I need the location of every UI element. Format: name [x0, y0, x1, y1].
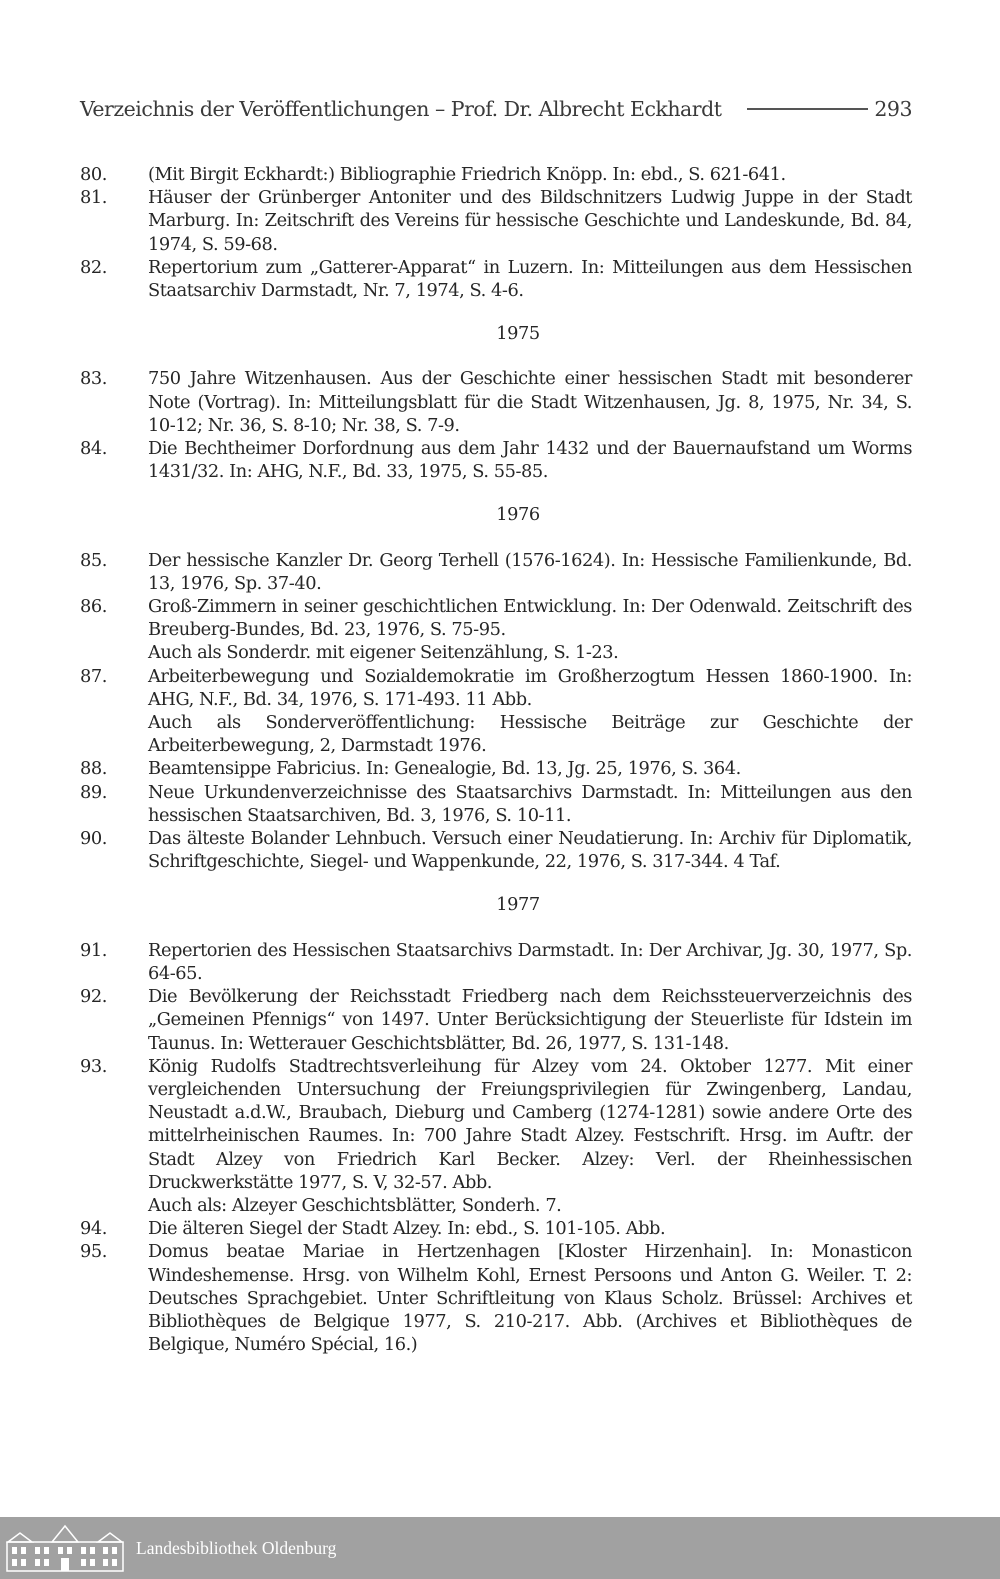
entry-number: 81. [80, 187, 107, 209]
entry-number: 85. [80, 549, 107, 571]
library-name: Landesbibliothek Oldenburg [136, 1537, 337, 1558]
entry-note: Auch als Sonderveröffentlichung: Hessische Beiträge zur Geschichte der Arbeiterbewegung, 2, Darmstadt 1976. [148, 712, 912, 757]
entry-text: Häuser der Grünberger Antoniter und des Bildschnitzers Ludwig Juppe in der Stadt Marburg. In: Zeitschrift des Vereins für hessische Geschichte und Landeskunde, Bd. 84, 1974, S. 59-68. [148, 187, 912, 255]
entry-number: 88. [80, 758, 107, 780]
year-heading: 1975 [496, 323, 540, 345]
entry-text: Repertorium zum „Gatterer-Apparat“ in Luzern. In: Mitteilungen aus dem Hessischen Staatsarchiv Darmstadt, Nr. 7, 1974, S. 4-6. [148, 256, 912, 302]
header-rule [747, 108, 868, 109]
entry-text: 750 Jahre Witzenhausen. Aus der Geschichte einer hessischen Stadt mit besonderer Note (Vortrag). In: Mitteilungsblatt für die Stadt Witzenhausen, Jg. 8, 1975, Nr. 34, S. 10-12; Nr. 36, S. 8-10; Nr. 38, S. 7-9. [148, 368, 912, 436]
bibliography-entry [80, 437, 912, 483]
page-number: 293 [874, 97, 912, 121]
bibliography-entry [80, 595, 912, 665]
entry-number: 90. [80, 828, 107, 850]
bibliography-entry [80, 367, 912, 437]
entry-number: 92. [80, 986, 107, 1008]
entry-text: Arbeiterbewegung und Sozialdemokratie im Großherzogtum Hessen 1860-1900. In: AHG, N.F., Bd. 34, 1976, S. 171-493. 11 Abb. [148, 665, 912, 710]
running-title: Verzeichnis der Veröffentlichungen – Prof. Dr. Albrecht Eckhardt [80, 97, 722, 121]
entry-note: Auch als Sonderdr. mit eigener Seitenzählung, S. 1-23. [148, 642, 619, 664]
entry-text: Die Bevölkerung der Reichsstadt Friedberg nach dem Reichssteuerverzeichnis des „Gemeinen Pfennigs“ von 1497. Unter Berücksichtigung der Steuerliste für Idstein im Taunus. In: Wetterauer Geschichtsblätter, Bd. 26, 1977, S. 131-148. [148, 986, 912, 1054]
bibliography-list [80, 163, 912, 1356]
entry-text: Der hessische Kanzler Dr. Georg Terhell (1576-1624). In: Hessische Familienkunde, Bd. 13, 1976, Sp. 37-40. [148, 549, 912, 594]
entry-number: 93. [80, 1055, 107, 1077]
entry-note: Auch als: Alzeyer Geschichtsblätter, Sonderh. 7. [148, 1194, 562, 1216]
bibliography-entry [80, 985, 912, 1055]
bibliography-entry [80, 186, 912, 256]
entry-number: 84. [80, 438, 107, 460]
entry-text: (Mit Birgit Eckhardt:) Bibliographie Friedrich Knöpp. In: ebd., S. 621-641. [148, 164, 786, 185]
entry-number: 80. [80, 164, 107, 185]
bibliography-entry [80, 549, 912, 595]
bibliography-entry [80, 163, 912, 186]
bibliography-entry [80, 1217, 912, 1240]
entry-text: Die älteren Siegel der Stadt Alzey. In: ebd., S. 101-105. Abb. [148, 1218, 666, 1240]
entry-number: 95. [80, 1241, 107, 1263]
bibliography-entry [80, 1055, 912, 1217]
entry-number: 83. [80, 368, 107, 390]
bibliography-entry [80, 827, 912, 873]
entry-text: Beamtensippe Fabricius. In: Genealogie, Bd. 13, Jg. 25, 1976, S. 364. [148, 758, 741, 780]
bibliography-entry [80, 781, 912, 827]
entry-number: 87. [80, 665, 107, 687]
year-heading: 1976 [496, 504, 540, 526]
entry-text: Repertorien des Hessischen Staatsarchivs Darmstadt. In: Der Archivar, Jg. 30, 1977, Sp. 64-65. [148, 939, 912, 984]
entry-text: König Rudolfs Stadtrechtsverleihung für Alzey vom 24. Oktober 1277. Mit einer vergleichenden Untersuchung der Freiungsprivilegien für Zwingenberg, Landau, Neustadt a.d.W., Braubach, Dieburg und Camberg (1274-1281) sowie andere Orte des mittelrheinischen Raumes. In: 700 Jahre Stadt Alzey. Festschrift. Hrsg. im Auftr. der Stadt Alzey von Friedrich Karl Becker. Alzey: Verl. der Rheinhessischen Druckwerkstätte 1977, S. V, 32-57. Abb. [148, 1055, 912, 1193]
bibliography-entry [80, 665, 912, 758]
entry-text: Das älteste Bolander Lehnbuch. Versuch einer Neudatierung. In: Archiv für Diplomatik, Schriftgeschichte, Siegel- und Wappenkunde, 22, 1976, S. 317-344. 4 Taf. [148, 828, 912, 873]
running-head [80, 93, 912, 125]
footer-banner [0, 1517, 1000, 1579]
entry-text: Groß-Zimmern in seiner geschichtlichen Entwicklung. In: Der Odenwald. Zeitschrift des Breuberg-Bundes, Bd. 23, 1976, S. 75-95. [148, 596, 912, 641]
entry-number: 86. [80, 596, 107, 618]
entry-number: 94. [80, 1218, 107, 1240]
entry-number: 82. [80, 256, 107, 278]
year-heading: 1977 [496, 894, 540, 916]
entry-number: 89. [80, 781, 107, 803]
entry-text: Domus beatae Mariae in Hertzenhagen [Kloster Hirzenhain]. In: Monasticon Windeshemense. Hrsg. von Wilhelm Kohl, Ernest Persoons und Anton G. Weiler. T. 2: Deutsches Sprachgebiet. Unter Schriftleitung von Klaus Scholz. Brüssel: Archives et Bibliothèques de Belgique 1977, S. 210-217. Abb. (Archives et Bibliothèques de Belgique, Numéro Spécial, 16.) [148, 1241, 912, 1356]
entry-text: Neue Urkundenverzeichnisse des Staatsarchivs Darmstadt. In: Mitteilungen aus den hessischen Staatsarchiven, Bd. 3, 1976, S. 10-11. [148, 781, 912, 826]
entry-number: 91. [80, 939, 107, 961]
bibliography-entry [80, 256, 912, 302]
library-building-icon [6, 1524, 124, 1572]
bibliography-entry [80, 939, 912, 985]
entry-text: Die Bechtheimer Dorfordnung aus dem Jahr 1432 und der Bauernaufstand um Worms 1431/32. In: AHG, N.F., Bd. 33, 1975, S. 55-85. [148, 438, 912, 483]
bibliography-entry [80, 757, 912, 780]
bibliography-entry [80, 1240, 912, 1356]
